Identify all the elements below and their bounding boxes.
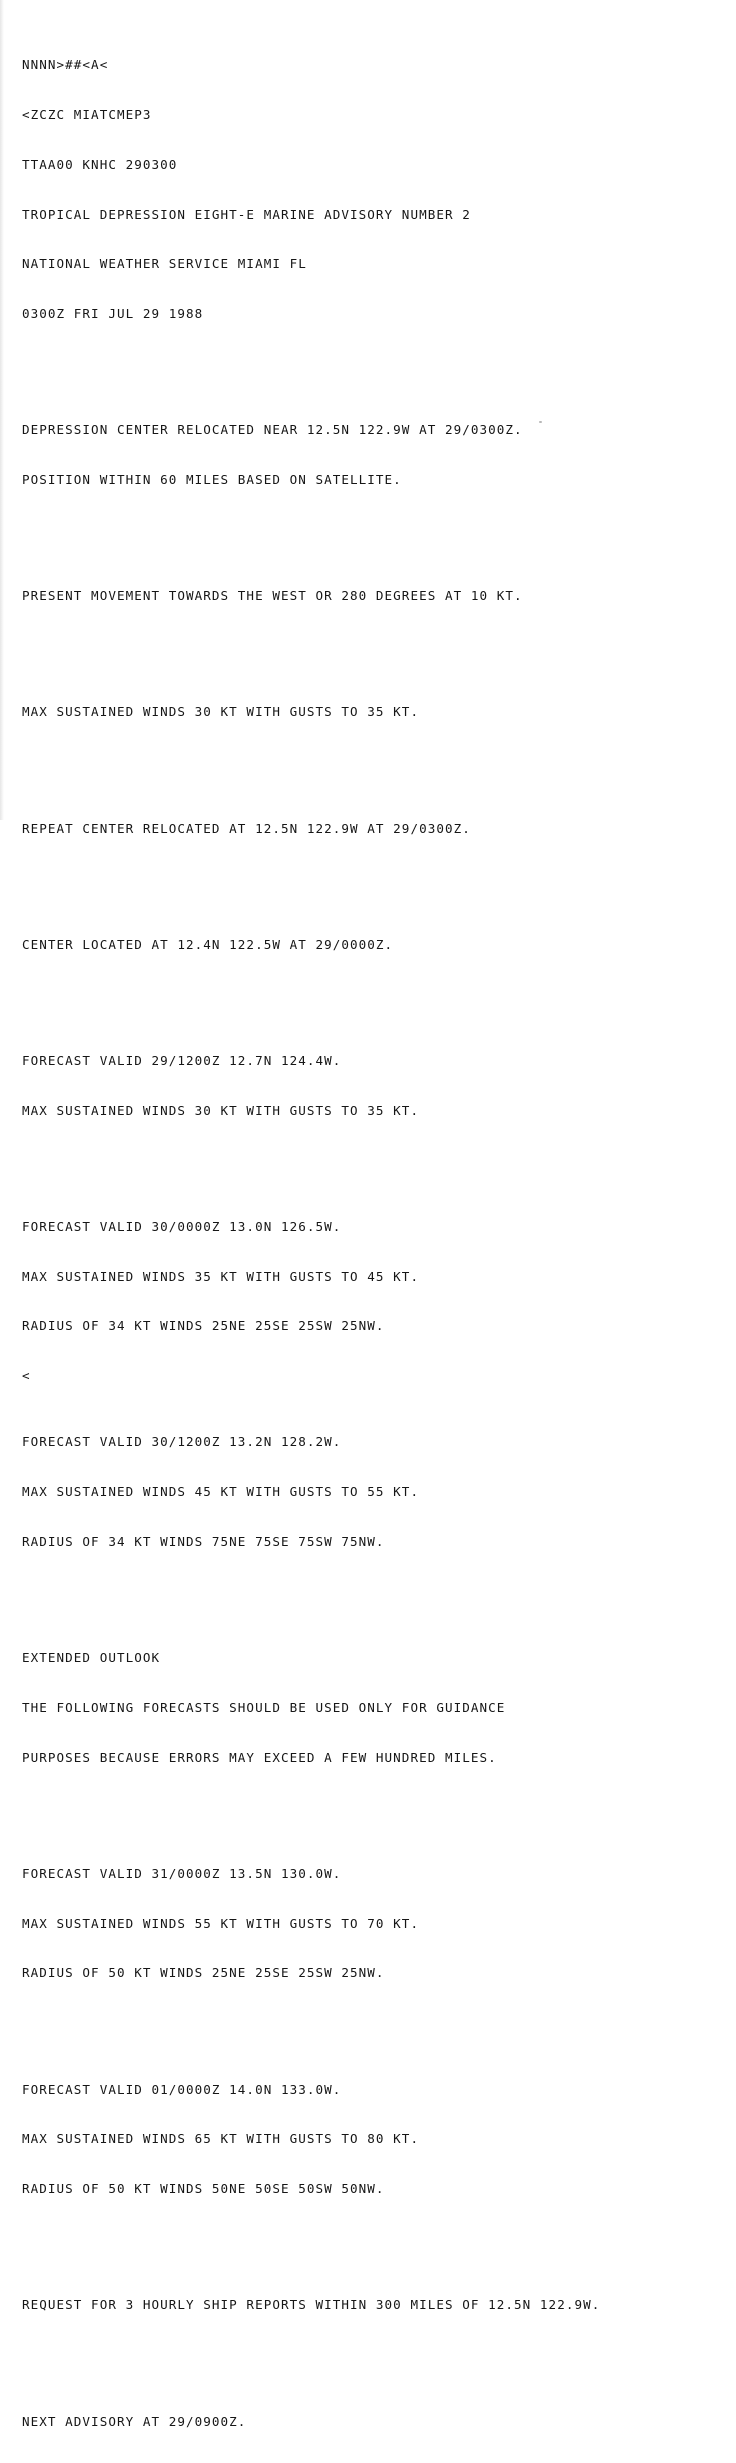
advisory-title: TROPICAL DEPRESSION EIGHT-E MARINE ADVISORY NUMBER 2 — [22, 206, 471, 222]
issuing-office: NATIONAL WEATHER SERVICE MIAMI FL — [22, 256, 307, 272]
forecast-valid-line: FORECAST VALID 30/0000Z 13.0N 126.5W. — [22, 1218, 342, 1234]
next-advisory-line: NEXT ADVISORY AT 29/0900Z. — [22, 2413, 247, 2429]
current-winds-line: MAX SUSTAINED WINDS 30 KT WITH GUSTS TO 35 KT. — [22, 704, 420, 720]
stray-marker: < — [22, 1368, 31, 1384]
prior-location-line: CENTER LOCATED AT 12.4N 122.5W AT 29/0000Z. — [22, 936, 394, 952]
issue-time: 0300Z FRI JUL 29 1988 — [22, 306, 204, 322]
control-line: NNNN>##<A< — [22, 57, 109, 73]
spacer — [22, 1152, 722, 1169]
outlook-radius-line: RADIUS OF 50 KT WINDS 50NE 50SE 50SW 50NW. — [22, 2181, 385, 2197]
movement-line: PRESENT MOVEMENT TOWARDS THE WEST OR 280 DEGREES AT 10 KT. — [22, 588, 523, 604]
outlook-valid-line: FORECAST VALID 01/0000Z 14.0N 133.0W. — [22, 2081, 342, 2097]
spacer — [22, 2347, 722, 2364]
repeat-line: REPEAT CENTER RELOCATED AT 12.5N 122.9W AT 29/0300Z. — [22, 820, 471, 836]
forecast-radius-line: RADIUS OF 34 KT WINDS 25NE 25SE 25SW 25NW. — [22, 1318, 385, 1334]
page-edge-shadow — [0, 0, 4, 820]
spacer — [22, 2231, 722, 2248]
outlook-valid-line: FORECAST VALID 31/0000Z 13.5N 130.0W. — [22, 1865, 342, 1881]
outlook-winds-line: MAX SUSTAINED WINDS 65 KT WITH GUSTS TO 80 KT. — [22, 2131, 420, 2147]
spacer — [22, 1584, 722, 1601]
forecast-radius-line: RADIUS OF 34 KT WINDS 75NE 75SE 75SW 75NW. — [22, 1534, 385, 1550]
forecast-winds-line: MAX SUSTAINED WINDS 30 KT WITH GUSTS TO 35 KT. — [22, 1102, 420, 1118]
zczc-line: <ZCZC MIATCMEP3 — [22, 106, 152, 122]
spacer — [22, 1800, 722, 1817]
spacer — [22, 2015, 722, 2032]
forecast-valid-line: FORECAST VALID 29/1200Z 12.7N 124.4W. — [22, 1052, 342, 1068]
position-accuracy-line: POSITION WITHIN 60 MILES BASED ON SATELLITE. — [22, 472, 402, 488]
forecast-valid-line: FORECAST VALID 30/1200Z 13.2N 128.2W. — [22, 1434, 342, 1450]
spacer — [22, 986, 722, 1003]
advisory-text — [22, 24, 722, 2463]
forecast-winds-line: MAX SUSTAINED WINDS 35 KT WITH GUSTS TO 45 KT. — [22, 1268, 420, 1284]
outlook-caveat-line: PURPOSES BECAUSE ERRORS MAY EXCEED A FEW HUNDRED MILES. — [22, 1749, 497, 1765]
outlook-radius-line: RADIUS OF 50 KT WINDS 25NE 25SE 25SW 25NW. — [22, 1965, 385, 1981]
spacer — [22, 638, 722, 655]
spacer — [22, 522, 722, 539]
spacer — [22, 356, 722, 373]
wmo-header-line: TTAA00 KNHC 290300 — [22, 156, 178, 172]
forecast-winds-line: MAX SUSTAINED WINDS 45 KT WITH GUSTS TO 55 KT. — [22, 1484, 420, 1500]
relocation-line: DEPRESSION CENTER RELOCATED NEAR 12.5N 122.9W AT 29/0300Z. — [22, 422, 523, 438]
outlook-caveat-line: THE FOLLOWING FORECASTS SHOULD BE USED ONLY FOR GUIDANCE — [22, 1699, 506, 1715]
ship-report-request: REQUEST FOR 3 HOURLY SHIP REPORTS WITHIN 300 MILES OF 12.5N 122.9W. — [22, 2297, 601, 2313]
spacer — [22, 754, 722, 771]
outlook-heading: EXTENDED OUTLOOK — [22, 1650, 161, 1666]
spacer — [22, 870, 722, 887]
outlook-winds-line: MAX SUSTAINED WINDS 55 KT WITH GUSTS TO 70 KT. — [22, 1915, 420, 1931]
